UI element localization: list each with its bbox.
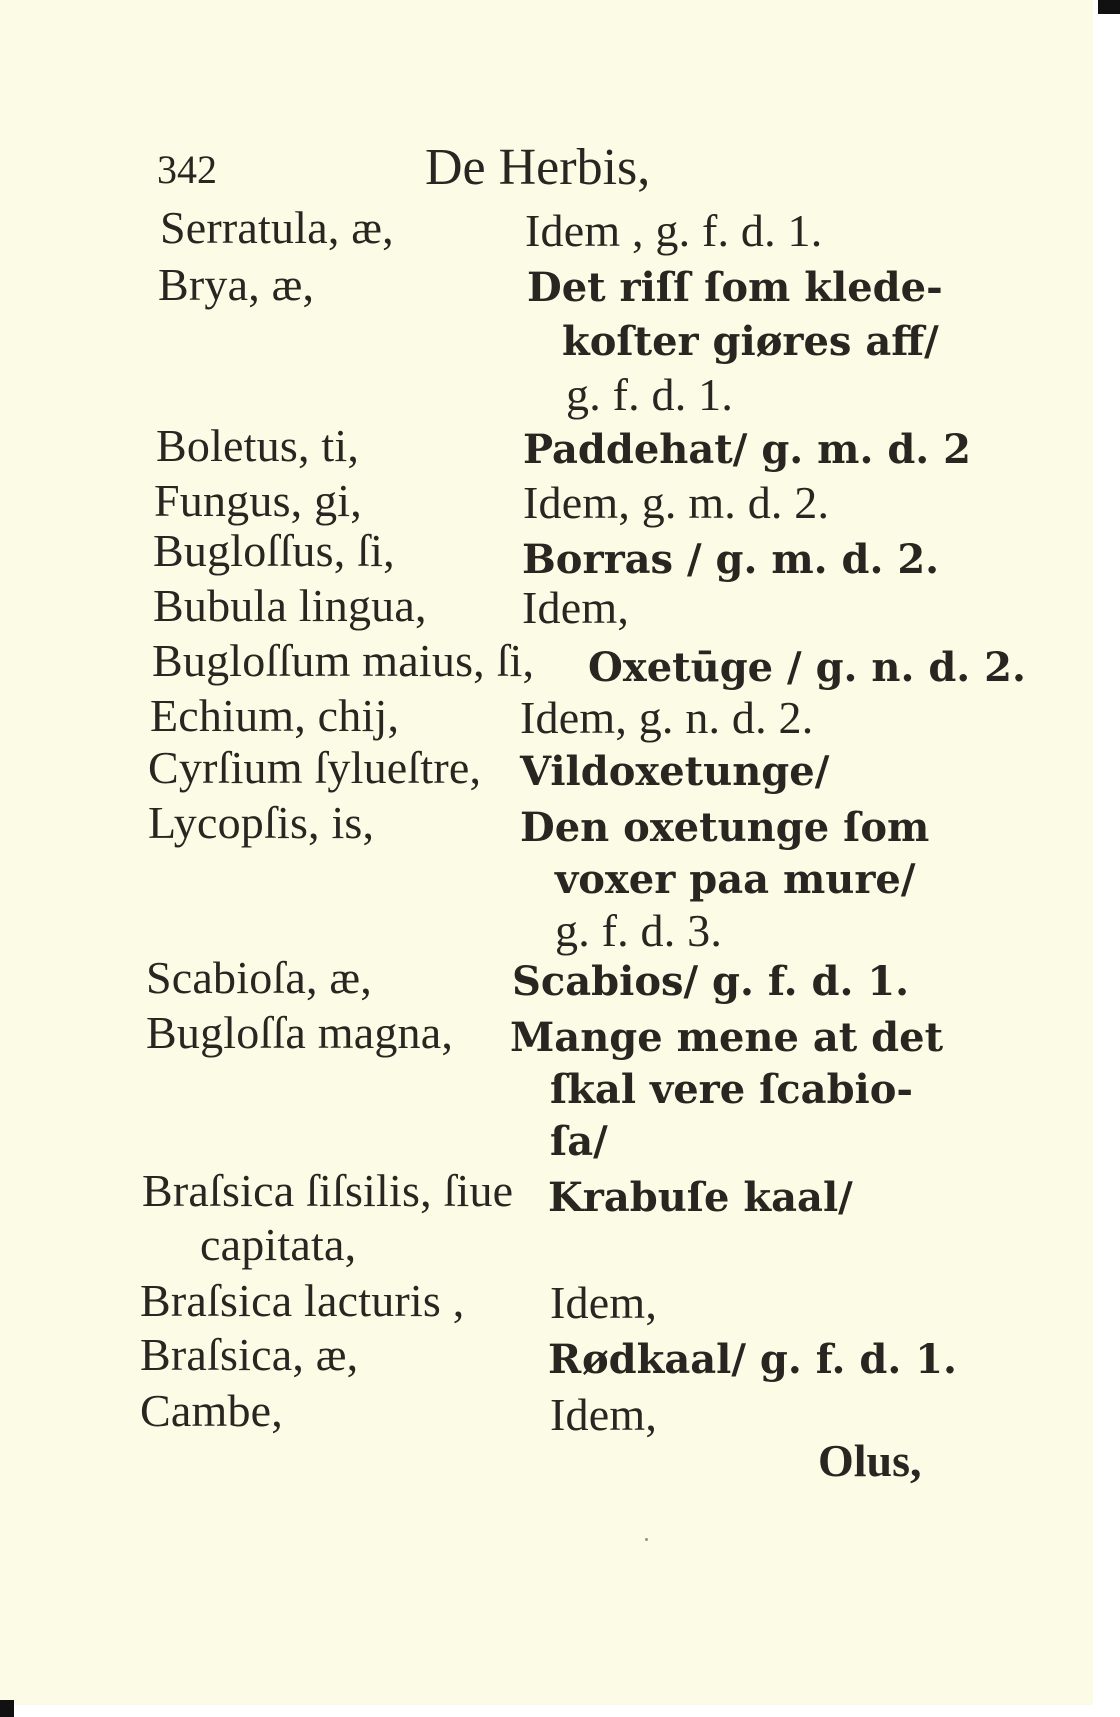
scan-margin bbox=[1093, 0, 1120, 1717]
vernacular-gloss: Den oxetunge ſom bbox=[520, 804, 930, 851]
latin-term: Brya, æ, bbox=[158, 259, 315, 310]
vernacular-gloss: Vildoxetunge/ bbox=[520, 748, 830, 795]
latin-term: Echium, chij, bbox=[150, 690, 400, 741]
vernacular-gloss: Idem, g. m. d. 2. bbox=[523, 477, 830, 528]
vernacular-gloss-continued: koſter giøres aff/ bbox=[562, 318, 939, 365]
latin-term: Braſsica ſiſsilis, ſiue bbox=[142, 1165, 514, 1216]
vernacular-gloss-continued: ſa/ bbox=[550, 1118, 608, 1165]
latin-term: Braſsica, æ, bbox=[140, 1329, 359, 1380]
vernacular-gloss: Idem, g. n. d. 2. bbox=[520, 692, 814, 743]
latin-term: Bugloſſus, ſi, bbox=[153, 525, 395, 576]
vernacular-gloss: Oxetūge / g. n. d. 2. bbox=[588, 644, 1026, 691]
latin-term: Bugloſſum maius, ſi, bbox=[152, 635, 535, 686]
latin-term: Fungus, gi, bbox=[154, 475, 362, 526]
vernacular-gloss: Idem, bbox=[550, 1389, 658, 1440]
latin-term: Scabioſa, æ, bbox=[146, 952, 372, 1003]
running-header: De Herbis, bbox=[425, 139, 651, 196]
vernacular-gloss-continued: g. f. d. 3. bbox=[555, 905, 723, 956]
latin-term: Lycopſis, is, bbox=[148, 797, 375, 848]
page-number: 342 bbox=[157, 147, 217, 192]
paper-speck bbox=[645, 1538, 648, 1541]
vernacular-gloss: Krabuſe kaal/ bbox=[548, 1174, 853, 1221]
catchword: Olus, bbox=[818, 1435, 922, 1486]
vernacular-gloss: Det riſſ ſom klede- bbox=[527, 264, 943, 311]
vernacular-gloss: Paddehat/ g. m. d. 2 bbox=[523, 426, 971, 473]
latin-term: Braſsica lacturis , bbox=[140, 1275, 465, 1326]
vernacular-gloss: Mange mene at det bbox=[510, 1014, 944, 1061]
vernacular-gloss: Idem, bbox=[550, 1277, 658, 1328]
vernacular-gloss-continued: ſkal vere ſcabio- bbox=[550, 1066, 914, 1113]
vernacular-gloss: Idem, bbox=[522, 582, 630, 633]
latin-term: Serratula, æ, bbox=[160, 202, 394, 253]
vernacular-gloss: Borras / g. m. d. 2. bbox=[522, 536, 940, 583]
vernacular-gloss: Idem , g. f. d. 1. bbox=[525, 205, 823, 256]
scan-corner-mark bbox=[1098, 0, 1120, 14]
scan-corner-mark bbox=[0, 1700, 14, 1717]
latin-term: Cambe, bbox=[140, 1385, 283, 1436]
latin-term: Bubula lingua, bbox=[153, 580, 427, 631]
latin-term: Cyrſium ſylueſtre, bbox=[148, 742, 482, 793]
latin-term: Bugloſſa magna, bbox=[146, 1007, 454, 1058]
latin-term-continued: capitata, bbox=[200, 1219, 357, 1270]
vernacular-gloss: Scabios/ g. f. d. 1. bbox=[512, 958, 910, 1005]
vernacular-gloss-continued: voxer paa mure/ bbox=[555, 856, 916, 903]
vernacular-gloss: Rødkaal/ g. f. d. 1. bbox=[548, 1336, 957, 1383]
latin-term: Boletus, ti, bbox=[156, 420, 360, 471]
vernacular-gloss-continued: g. f. d. 1. bbox=[566, 369, 734, 420]
